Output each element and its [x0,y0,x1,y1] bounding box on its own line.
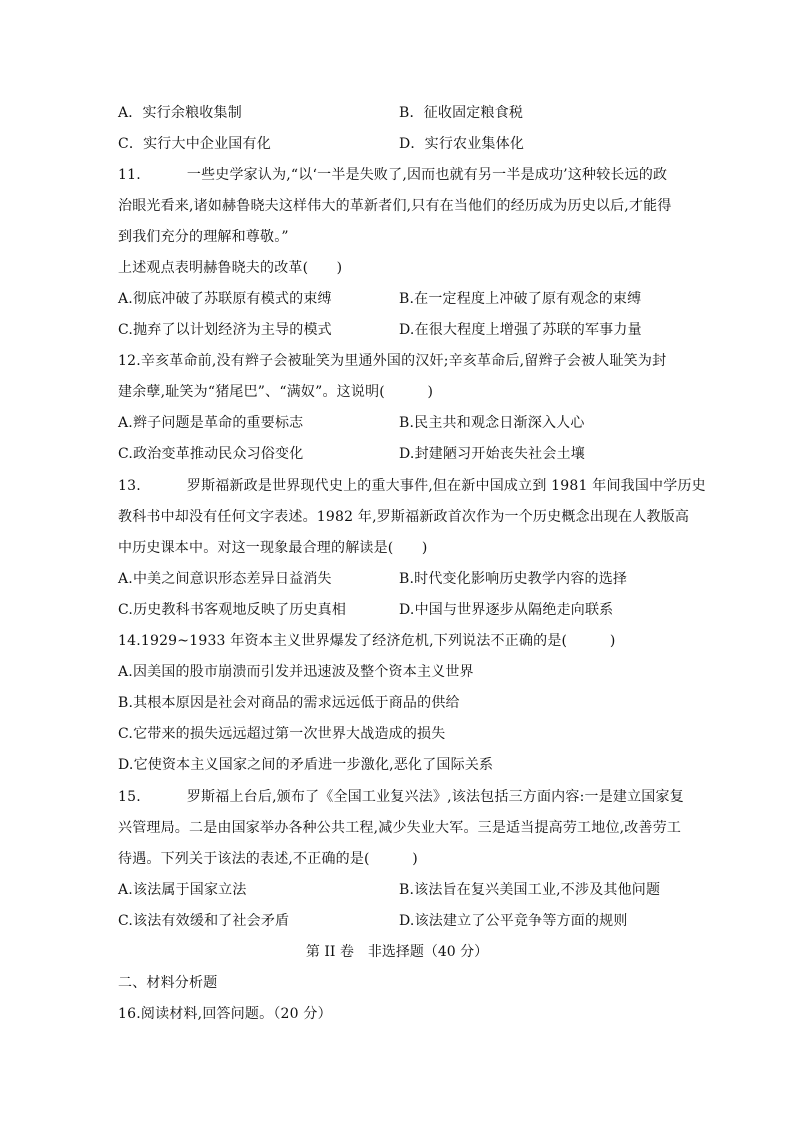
q12-stem-line-2: 建余孽,耻笑为“猪尾巴”、“满奴”。这说明( ) [118,384,434,400]
q12-option-c: C.政治变革推动民众习俗变化 [118,446,304,462]
q15-number: 15. [118,789,141,805]
q13-option-b: B.时代变化影响历史教学内容的选择 [399,571,628,587]
q14-option-c: C.它带来的损失远远超过第一次世界大战造成的损失 [118,726,446,742]
q15-option-c: C.该法有效缓和了社会矛盾 [118,913,290,929]
q15-stem-text-1: 罗斯福上台后,颁布了《全国工业复兴法》,该法包括三方面内容:一是建立国家复 [186,789,684,805]
q11-stem-line-4: 上述观点表明赫鲁晓夫的改革( ) [118,260,343,276]
q11-stem-line-3: 到我们充分的理解和尊敬。” [118,229,289,245]
q10-option-c: C．实行大中企业国有化 [118,136,271,152]
q13-number: 13. [118,478,141,494]
q15-stem-line-3: 待遇。下列关于该法的表述,不正确的是( ) [118,851,418,867]
q13-option-a: A.中美之间意识形态差异日益消失 [118,571,332,587]
q11-stem-line-1 [118,165,668,185]
q11-option-c: C.抛弃了以计划经济为主导的模式 [118,322,332,338]
q13-stem-text-1: 罗斯福新政是世界现代史上的重大事件,但在新中国成立到 1981 年间我国中学历史 [186,478,706,494]
q15-stem-line-1 [118,787,684,807]
q15-stem-line-2: 兴管理局。二是由国家举办各种公共工程,减少失业大军。三是适当提高劳工地位,改善劳工 [118,820,682,836]
q10-option-a: A．实行余粮收集制 [118,105,242,121]
q13-stem-line-3: 中历史课本中。对这一现象最合理的解读是( ) [118,540,428,556]
q11-option-b: B.在一定程度上冲破了原有观念的束缚 [399,291,642,307]
q15-option-d: D.该法建立了公平竞争等方面的规则 [399,913,628,929]
q11-option-d: D.在很大程度上增强了苏联的军事力量 [399,322,642,338]
q13-option-c: C.历史教科书客观地反映了历史真相 [118,602,347,618]
q12-option-b: B.民主共和观念日渐深入人心 [399,415,585,431]
q13-stem-line-2: 教科书中却没有任何文字表述。1982 年,罗斯福新政首次作为一个历史概念出现在人教版高 [118,509,690,525]
q11-option-a: A.彻底冲破了苏联原有模式的束缚 [118,291,332,307]
q11-number: 11. [118,167,141,183]
q14-option-a: A.因美国的股市崩溃而引发并迅速波及整个资本主义世界 [118,664,474,680]
q15-option-a: A.该法属于国家立法 [118,882,247,898]
q14-stem-line-1: 14.1929~1933 年资本主义世界爆发了经济危机,下列说法不正确的是( ) [118,633,616,649]
q14-option-d: D.它使资本主义国家之间的矛盾进一步激化,恶化了国际关系 [118,757,494,773]
q12-option-a: A.辫子问题是革命的重要标志 [118,415,304,431]
q12-option-d: D.封建陋习开始丧失社会土壤 [399,446,585,462]
q16-stem: 16.阅读材料,回答问题。（20 分） [118,1006,332,1022]
section-title: 第 II 卷 非选择题（40 分） [305,944,489,960]
part-heading: 二、材料分析题 [118,975,218,991]
q10-option-b: B．征收固定粮食税 [399,105,524,121]
q10-option-d: D．实行农业集体化 [399,136,525,152]
q11-stem-line-2: 治眼光看来,诸如赫鲁晓夫这样伟大的革新者们,只有在当他们的经历成为历史以后,才能得 [118,198,672,214]
q13-option-d: D.中国与世界逐步从隔绝走向联系 [399,602,614,618]
q12-stem-line-1: 12.辛亥革命前,没有辫子会被耻笑为里通外国的汉奸;辛亥革命后,留辫子会被人耻笑为封 [118,353,667,369]
q14-option-b: B.其根本原因是社会对商品的需求远远低于商品的供给 [118,695,460,711]
q15-option-b: B.该法旨在复兴美国工业,不涉及其他问题 [399,882,661,898]
q11-stem-text-1: 一些史学家认为,“以‘一半是失败了,因而也就有另一半是成功’这种较长远的政 [186,167,668,183]
q13-stem-line-1 [118,476,706,496]
